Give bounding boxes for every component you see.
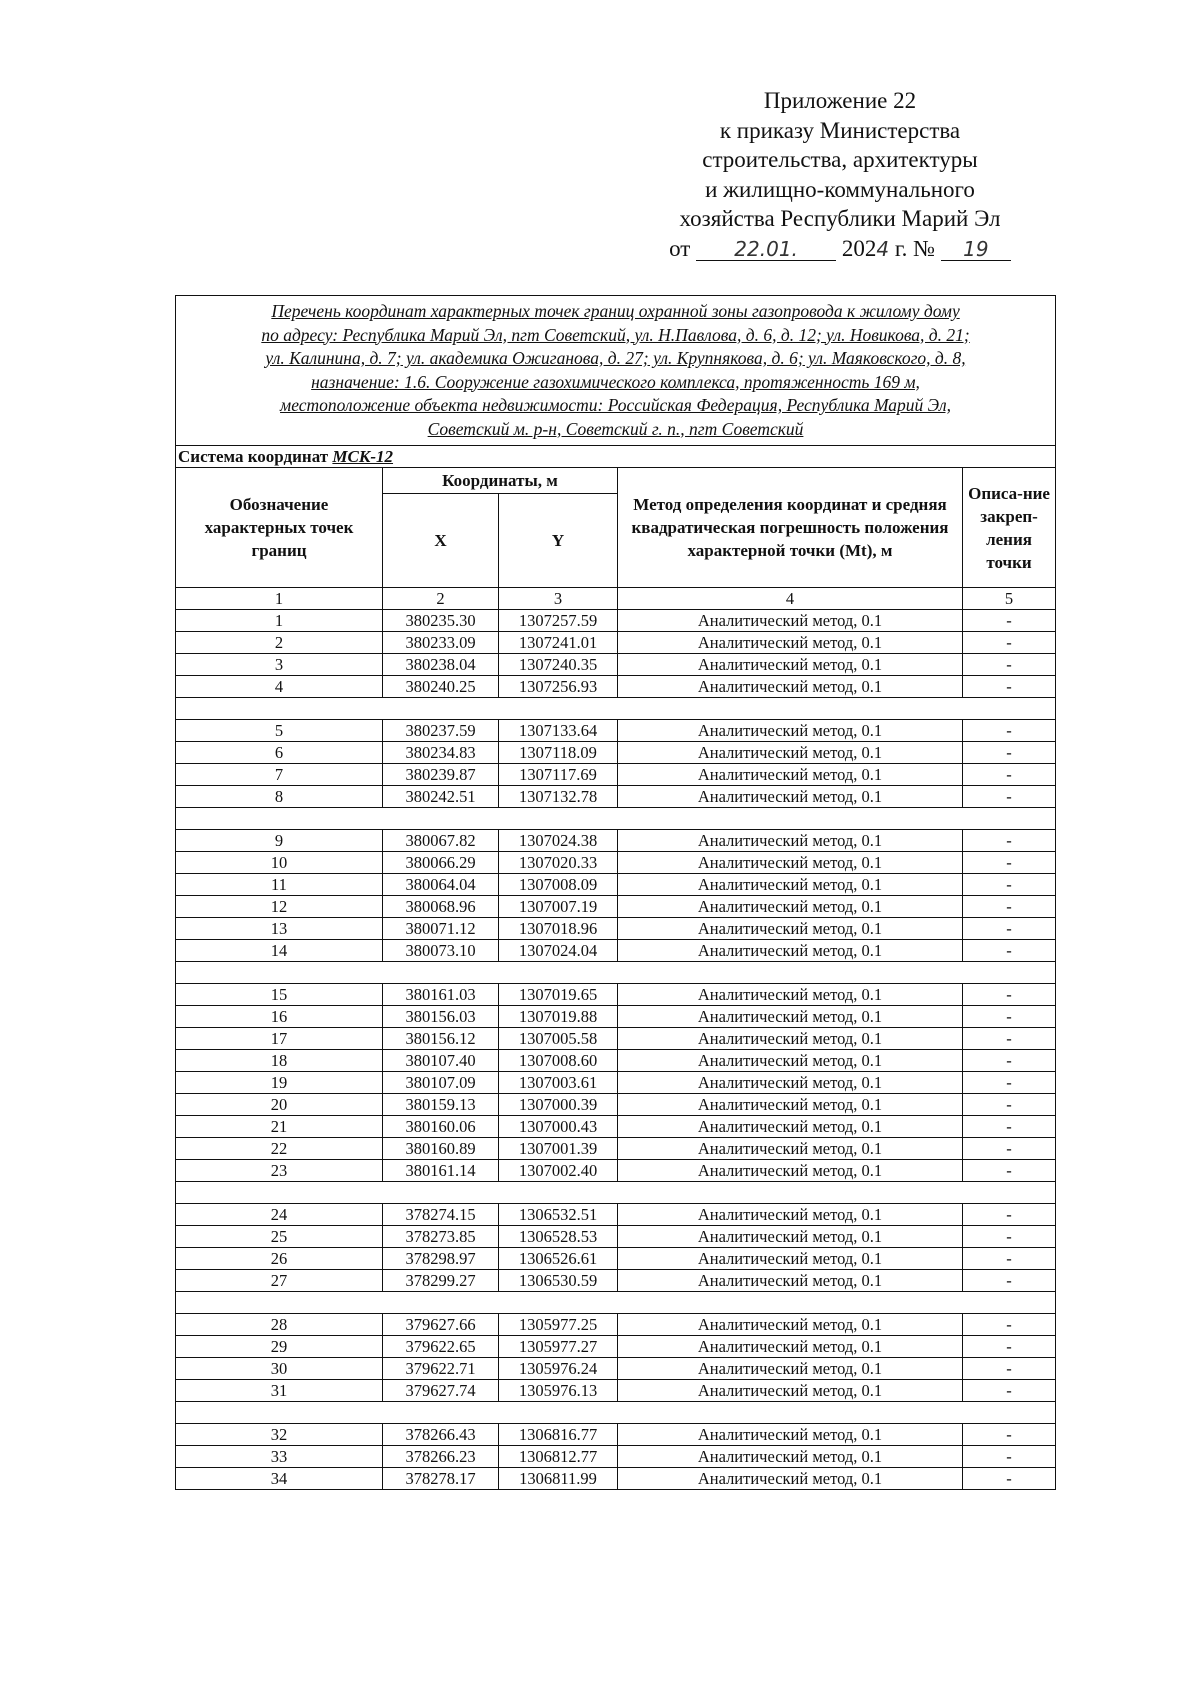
method-cell: Аналитический метод, 0.1 xyxy=(618,632,963,654)
x-coordinate: 380234.83 xyxy=(383,742,499,764)
point-number: 26 xyxy=(176,1248,383,1270)
table-row xyxy=(176,1028,1056,1050)
point-number: 23 xyxy=(176,1160,383,1182)
group-separator-row xyxy=(176,698,1056,720)
x-coordinate: 380233.09 xyxy=(383,632,499,654)
method-cell: Аналитический метод, 0.1 xyxy=(618,1314,963,1336)
description-cell: - xyxy=(963,830,1056,852)
description-cell: - xyxy=(963,1072,1056,1094)
number-prefix: г. № xyxy=(894,235,936,261)
method-cell: Аналитический метод, 0.1 xyxy=(618,940,963,962)
point-number: 2 xyxy=(176,632,383,654)
title-line: назначение: 1.6. Сооружение газохимического комплекса, протяженность 169 м, xyxy=(311,371,920,392)
x-coordinate: 380237.59 xyxy=(383,720,499,742)
header-line: хозяйства Республики Марий Эл xyxy=(679,206,1001,231)
point-number: 18 xyxy=(176,1050,383,1072)
description-cell: - xyxy=(963,1424,1056,1446)
title-line: ул. Калинина, д. 7; ул. академика Ожиганова, д. 27; ул. Крупнякова, д. 6; ул. Маяковского, д. 8, xyxy=(265,348,966,368)
description-cell: - xyxy=(963,632,1056,654)
point-number: 14 xyxy=(176,940,383,962)
description-cell: - xyxy=(963,1314,1056,1336)
x-coordinate: 380159.13 xyxy=(383,1094,499,1116)
x-coordinate: 380160.89 xyxy=(383,1138,499,1160)
separator-cell xyxy=(176,698,1056,720)
point-number: 25 xyxy=(176,1226,383,1248)
description-cell: - xyxy=(963,1160,1056,1182)
method-cell: Аналитический метод, 0.1 xyxy=(618,1006,963,1028)
table-row xyxy=(176,654,1056,676)
method-cell: Аналитический метод, 0.1 xyxy=(618,1226,963,1248)
separator-cell xyxy=(176,1182,1056,1204)
description-cell: - xyxy=(963,1094,1056,1116)
method-cell: Аналитический метод, 0.1 xyxy=(618,676,963,698)
x-coordinate: 379622.65 xyxy=(383,1336,499,1358)
table-row xyxy=(176,764,1056,786)
y-coordinate: 1306528.53 xyxy=(499,1226,618,1248)
method-cell: Аналитический метод, 0.1 xyxy=(618,1446,963,1468)
point-number: 29 xyxy=(176,1336,383,1358)
y-coordinate: 1307002.40 xyxy=(499,1160,618,1182)
point-number: 11 xyxy=(176,874,383,896)
x-coordinate: 378273.85 xyxy=(383,1226,499,1248)
order-date-line xyxy=(640,234,1040,264)
group-separator-row xyxy=(176,808,1056,830)
point-number: 15 xyxy=(176,984,383,1006)
table-row xyxy=(176,940,1056,962)
group-separator-row xyxy=(176,1182,1056,1204)
description-cell: - xyxy=(963,1248,1056,1270)
col-number: 4 xyxy=(618,588,963,610)
method-cell: Аналитический метод, 0.1 xyxy=(618,852,963,874)
description-cell: - xyxy=(963,1380,1056,1402)
x-coordinate: 380156.12 xyxy=(383,1028,499,1050)
table-row xyxy=(176,610,1056,632)
method-cell: Аналитический метод, 0.1 xyxy=(618,1204,963,1226)
table-row xyxy=(176,896,1056,918)
x-coordinate: 378298.97 xyxy=(383,1248,499,1270)
point-number: 22 xyxy=(176,1138,383,1160)
table-row xyxy=(176,1380,1056,1402)
description-cell: - xyxy=(963,1226,1056,1248)
method-cell: Аналитический метод, 0.1 xyxy=(618,1358,963,1380)
table-row xyxy=(176,1314,1056,1336)
column-numbers-row xyxy=(176,588,1056,610)
y-coordinate: 1307000.43 xyxy=(499,1116,618,1138)
col-number: 2 xyxy=(383,588,499,610)
description-cell: - xyxy=(963,764,1056,786)
description-cell: - xyxy=(963,1204,1056,1226)
col-point-header: Обозначение характерных точек границ xyxy=(176,468,383,588)
separator-cell xyxy=(176,808,1056,830)
y-coordinate: 1307132.78 xyxy=(499,786,618,808)
y-coordinate: 1306530.59 xyxy=(499,1270,618,1292)
table-row xyxy=(176,918,1056,940)
x-coordinate: 379622.71 xyxy=(383,1358,499,1380)
x-coordinate: 380064.04 xyxy=(383,874,499,896)
y-coordinate: 1307024.38 xyxy=(499,830,618,852)
description-cell: - xyxy=(963,654,1056,676)
description-cell: - xyxy=(963,1050,1056,1072)
table-row xyxy=(176,632,1056,654)
y-coordinate: 1307003.61 xyxy=(499,1072,618,1094)
description-cell: - xyxy=(963,984,1056,1006)
y-coordinate: 1307019.65 xyxy=(499,984,618,1006)
method-cell: Аналитический метод, 0.1 xyxy=(618,918,963,940)
y-coordinate: 1307240.35 xyxy=(499,654,618,676)
y-coordinate: 1307024.04 xyxy=(499,940,618,962)
table-row xyxy=(176,1446,1056,1468)
x-coordinate: 380238.04 xyxy=(383,654,499,676)
point-number: 32 xyxy=(176,1424,383,1446)
system-value: МСК-12 xyxy=(332,446,394,466)
table-row xyxy=(176,1050,1056,1072)
x-coordinate: 378266.43 xyxy=(383,1424,499,1446)
table-title xyxy=(176,296,1056,446)
point-number: 17 xyxy=(176,1028,383,1050)
description-cell: - xyxy=(963,610,1056,632)
method-cell: Аналитический метод, 0.1 xyxy=(618,1094,963,1116)
method-cell: Аналитический метод, 0.1 xyxy=(618,1160,963,1182)
col-number: 1 xyxy=(176,588,383,610)
y-coordinate: 1307256.93 xyxy=(499,676,618,698)
point-number: 27 xyxy=(176,1270,383,1292)
y-coordinate: 1305977.25 xyxy=(499,1314,618,1336)
col-desc-header: Описа-ние закреп-ления точки xyxy=(963,468,1056,588)
method-cell: Аналитический метод, 0.1 xyxy=(618,1028,963,1050)
table-row xyxy=(176,1226,1056,1248)
point-number: 33 xyxy=(176,1446,383,1468)
table-row xyxy=(176,1006,1056,1028)
x-coordinate: 378266.23 xyxy=(383,1446,499,1468)
description-cell: - xyxy=(963,1138,1056,1160)
y-coordinate: 1306812.77 xyxy=(499,1446,618,1468)
table-row xyxy=(176,1204,1056,1226)
point-number: 12 xyxy=(176,896,383,918)
table-row xyxy=(176,1424,1056,1446)
method-cell: Аналитический метод, 0.1 xyxy=(618,1424,963,1446)
table-row xyxy=(176,1094,1056,1116)
y-coordinate: 1307001.39 xyxy=(499,1138,618,1160)
date-prefix: от xyxy=(669,235,691,261)
method-cell: Аналитический метод, 0.1 xyxy=(618,896,963,918)
description-cell: - xyxy=(963,1336,1056,1358)
point-number: 1 xyxy=(176,610,383,632)
point-number: 21 xyxy=(176,1116,383,1138)
description-cell: - xyxy=(963,720,1056,742)
header-line: Приложение 22 xyxy=(763,88,917,113)
method-cell: Аналитический метод, 0.1 xyxy=(618,764,963,786)
col-method-header: Метод определения координат и средняя квадратическая погрешность положения характерной точки (Mt), м xyxy=(618,468,963,588)
x-coordinate: 380161.14 xyxy=(383,1160,499,1182)
x-coordinate: 378278.17 xyxy=(383,1468,499,1490)
point-number: 13 xyxy=(176,918,383,940)
x-coordinate: 380107.09 xyxy=(383,1072,499,1094)
description-cell: - xyxy=(963,676,1056,698)
separator-cell xyxy=(176,962,1056,984)
x-coordinate: 380156.03 xyxy=(383,1006,499,1028)
header-line: к приказу Министерства xyxy=(719,117,961,143)
separator-cell xyxy=(176,1292,1056,1314)
method-cell: Аналитический метод, 0.1 xyxy=(618,742,963,764)
y-coordinate: 1307118.09 xyxy=(499,742,618,764)
table-row xyxy=(176,1160,1056,1182)
group-separator-row xyxy=(176,962,1056,984)
y-coordinate: 1307020.33 xyxy=(499,852,618,874)
description-cell: - xyxy=(963,1446,1056,1468)
group-separator-row xyxy=(176,1292,1056,1314)
table-row xyxy=(176,1468,1056,1490)
description-cell: - xyxy=(963,940,1056,962)
point-number: 4 xyxy=(176,676,383,698)
table-row xyxy=(176,1248,1056,1270)
method-cell: Аналитический метод, 0.1 xyxy=(618,1248,963,1270)
table-row xyxy=(176,742,1056,764)
title-line: Перечень координат характерных точек границ охранной зоны газопровода к жилому дому xyxy=(271,301,960,321)
description-cell: - xyxy=(963,1270,1056,1292)
y-coordinate: 1307019.88 xyxy=(499,1006,618,1028)
title-line: Советский м. р-н, Советский г. п., пгт Советский xyxy=(427,418,804,439)
point-number: 28 xyxy=(176,1314,383,1336)
point-number: 24 xyxy=(176,1204,383,1226)
system-label: Система координат xyxy=(178,446,329,466)
method-cell: Аналитический метод, 0.1 xyxy=(618,874,963,896)
method-cell: Аналитический метод, 0.1 xyxy=(618,1050,963,1072)
handwritten-date: 22.01. xyxy=(696,238,836,261)
description-cell: - xyxy=(963,874,1056,896)
description-cell: - xyxy=(963,1028,1056,1050)
table-row xyxy=(176,1358,1056,1380)
description-cell: - xyxy=(963,1468,1056,1490)
col-x-header: X xyxy=(383,494,499,588)
y-coordinate: 1306532.51 xyxy=(499,1204,618,1226)
y-coordinate: 1307018.96 xyxy=(499,918,618,940)
y-coordinate: 1307133.64 xyxy=(499,720,618,742)
y-coordinate: 1307000.39 xyxy=(499,1094,618,1116)
x-coordinate: 380066.29 xyxy=(383,852,499,874)
method-cell: Аналитический метод, 0.1 xyxy=(618,610,963,632)
table-row xyxy=(176,874,1056,896)
method-cell: Аналитический метод, 0.1 xyxy=(618,984,963,1006)
y-coordinate: 1306816.77 xyxy=(499,1424,618,1446)
y-coordinate: 1307257.59 xyxy=(499,610,618,632)
y-coordinate: 1307117.69 xyxy=(499,764,618,786)
y-coordinate: 1306811.99 xyxy=(499,1468,618,1490)
table-row xyxy=(176,852,1056,874)
method-cell: Аналитический метод, 0.1 xyxy=(618,786,963,808)
x-coordinate: 380239.87 xyxy=(383,764,499,786)
col-number: 3 xyxy=(499,588,618,610)
y-coordinate: 1307008.60 xyxy=(499,1050,618,1072)
table-row xyxy=(176,1138,1056,1160)
y-coordinate: 1307007.19 xyxy=(499,896,618,918)
coordinate-system xyxy=(176,446,1056,468)
method-cell: Аналитический метод, 0.1 xyxy=(618,720,963,742)
description-cell: - xyxy=(963,852,1056,874)
method-cell: Аналитический метод, 0.1 xyxy=(618,1072,963,1094)
description-cell: - xyxy=(963,918,1056,940)
method-cell: Аналитический метод, 0.1 xyxy=(618,1468,963,1490)
title-line: местоположение объекта недвижимости: Российская Федерация, Республика Марий Эл, xyxy=(280,395,951,415)
point-number: 10 xyxy=(176,852,383,874)
table-row xyxy=(176,1270,1056,1292)
method-cell: Аналитический метод, 0.1 xyxy=(618,830,963,852)
table-row xyxy=(176,830,1056,852)
x-coordinate: 379627.66 xyxy=(383,1314,499,1336)
x-coordinate: 380107.40 xyxy=(383,1050,499,1072)
appendix-header xyxy=(640,86,1040,263)
table-row xyxy=(176,1072,1056,1094)
point-number: 20 xyxy=(176,1094,383,1116)
table-row xyxy=(176,676,1056,698)
col-y-header: Y xyxy=(499,494,618,588)
y-coordinate: 1305976.13 xyxy=(499,1380,618,1402)
x-coordinate: 379627.74 xyxy=(383,1380,499,1402)
table-row xyxy=(176,1336,1056,1358)
y-coordinate: 1305976.24 xyxy=(499,1358,618,1380)
method-cell: Аналитический метод, 0.1 xyxy=(618,654,963,676)
group-separator-row xyxy=(176,1402,1056,1424)
x-coordinate: 380073.10 xyxy=(383,940,499,962)
y-coordinate: 1306526.61 xyxy=(499,1248,618,1270)
x-coordinate: 380235.30 xyxy=(383,610,499,632)
point-number: 6 xyxy=(176,742,383,764)
coordinates-table xyxy=(175,295,1056,1490)
point-number: 31 xyxy=(176,1380,383,1402)
description-cell: - xyxy=(963,1006,1056,1028)
y-coordinate: 1307005.58 xyxy=(499,1028,618,1050)
header-line: и жилищно-коммунального xyxy=(705,176,975,202)
year-prefix: 202 xyxy=(841,235,877,261)
x-coordinate: 380160.06 xyxy=(383,1116,499,1138)
handwritten-order-number: 19 xyxy=(941,238,1011,261)
header-line: строительства, архитектуры xyxy=(702,147,978,172)
point-number: 9 xyxy=(176,830,383,852)
point-number: 16 xyxy=(176,1006,383,1028)
x-coordinate: 380067.82 xyxy=(383,830,499,852)
method-cell: Аналитический метод, 0.1 xyxy=(618,1116,963,1138)
table-row xyxy=(176,720,1056,742)
separator-cell xyxy=(176,1402,1056,1424)
point-number: 5 xyxy=(176,720,383,742)
x-coordinate: 380071.12 xyxy=(383,918,499,940)
description-cell: - xyxy=(963,896,1056,918)
x-coordinate: 380240.25 xyxy=(383,676,499,698)
x-coordinate: 380242.51 xyxy=(383,786,499,808)
method-cell: Аналитический метод, 0.1 xyxy=(618,1138,963,1160)
y-coordinate: 1307241.01 xyxy=(499,632,618,654)
x-coordinate: 380068.96 xyxy=(383,896,499,918)
col-number: 5 xyxy=(963,588,1056,610)
x-coordinate: 380161.03 xyxy=(383,984,499,1006)
y-coordinate: 1305977.27 xyxy=(499,1336,618,1358)
description-cell: - xyxy=(963,1358,1056,1380)
title-line: по адресу: Республика Марий Эл, пгт Советский, ул. Н.Павлова, д. 6, д. 12; ул. Новикова, д. 21; xyxy=(261,324,970,345)
method-cell: Аналитический метод, 0.1 xyxy=(618,1270,963,1292)
x-coordinate: 378274.15 xyxy=(383,1204,499,1226)
method-cell: Аналитический метод, 0.1 xyxy=(618,1380,963,1402)
point-number: 34 xyxy=(176,1468,383,1490)
x-coordinate: 378299.27 xyxy=(383,1270,499,1292)
point-number: 19 xyxy=(176,1072,383,1094)
handwritten-year-digit: 4 xyxy=(876,236,890,261)
method-cell: Аналитический метод, 0.1 xyxy=(618,1336,963,1358)
description-cell: - xyxy=(963,1116,1056,1138)
table-row xyxy=(176,984,1056,1006)
point-number: 30 xyxy=(176,1358,383,1380)
table-row xyxy=(176,786,1056,808)
col-coords-header: Координаты, м xyxy=(383,468,618,494)
description-cell: - xyxy=(963,742,1056,764)
point-number: 7 xyxy=(176,764,383,786)
description-cell: - xyxy=(963,786,1056,808)
point-number: 3 xyxy=(176,654,383,676)
point-number: 8 xyxy=(176,786,383,808)
y-coordinate: 1307008.09 xyxy=(499,874,618,896)
table-row xyxy=(176,1116,1056,1138)
